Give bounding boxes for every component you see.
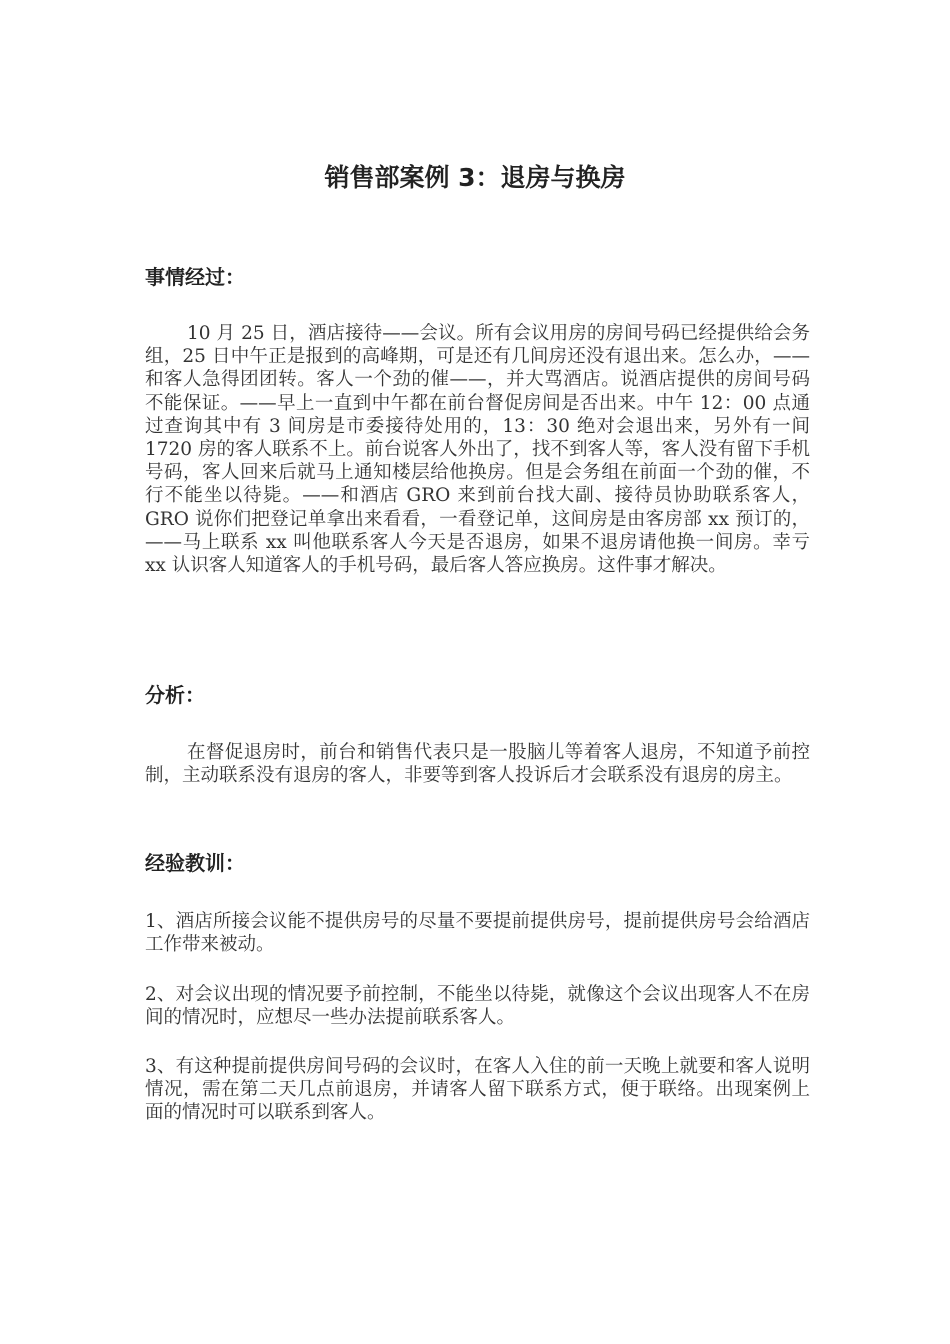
lesson-item-3: 3、有这种提前提供房间号码的会议时，在客人入住的前一天晚上就要和客人说明情况，需在第二天几点前退房，并请客人留下联系方式，便于联络。出现案例上面的情况时可以联系到客人。 <box>145 1056 810 1124</box>
lesson-item-2: 2、对会议出现的情况要予前控制，不能坐以待毙，就像这个会议出现客人不在房间的情况时，应想尽一些办法提前联系客人。 <box>145 984 810 1029</box>
page-title: 销售部案例 3：退房与换房 <box>324 163 626 192</box>
section-heading-lessons: 经验教训： <box>145 851 245 875</box>
section-heading-process: 事情经过： <box>145 265 245 289</box>
process-paragraph: 10 月 25 日，酒店接待——会议。所有会议用房的房间号码已经提供给会务组，25 日中午正是报到的高峰期，可是还有几间房还没有退出来。怎么办，——和客人急得团团转。客人一个劲的催——，并大骂酒店。说酒店提供的房间号码不能保证。——早上一直到中午都在前台督促房间是否出来。中午 12：00 点通过查询其中有 3 间房是市委接待处用的，13：30 绝对会退出来，另外有一间 1720 房的客人联系不上。前台说客人外出了，找不到客人等，客人没有留下手机号码，客人回来后就马上通知楼层给他换房。但是会务组在前面一个劲的催，不行不能坐以待毙。——和酒店 GRO 来到前台找大副、接待员协助联系客人，GRO 说你们把登记单拿出来看看，一看登记单，这间房是由客房部 xx 预订的，——马上联系 xx 叫他联系客人今天是否退房，如果不退房请他换一间房。幸亏 xx 认识客人知道客人的手机号码，最后客人答应换房。这件事才解决。 <box>145 323 810 577</box>
section-heading-analysis: 分析： <box>145 683 205 707</box>
analysis-paragraph: 在督促退房时，前台和销售代表只是一股脑儿等着客人退房，不知道予前控制，主动联系没有退房的客人，非要等到客人投诉后才会联系没有退房的房主。 <box>145 742 810 787</box>
lesson-item-1: 1、酒店所接会议能不提供房号的尽量不要提前提供房号，提前提供房号会给酒店工作带来被动。 <box>145 911 810 956</box>
